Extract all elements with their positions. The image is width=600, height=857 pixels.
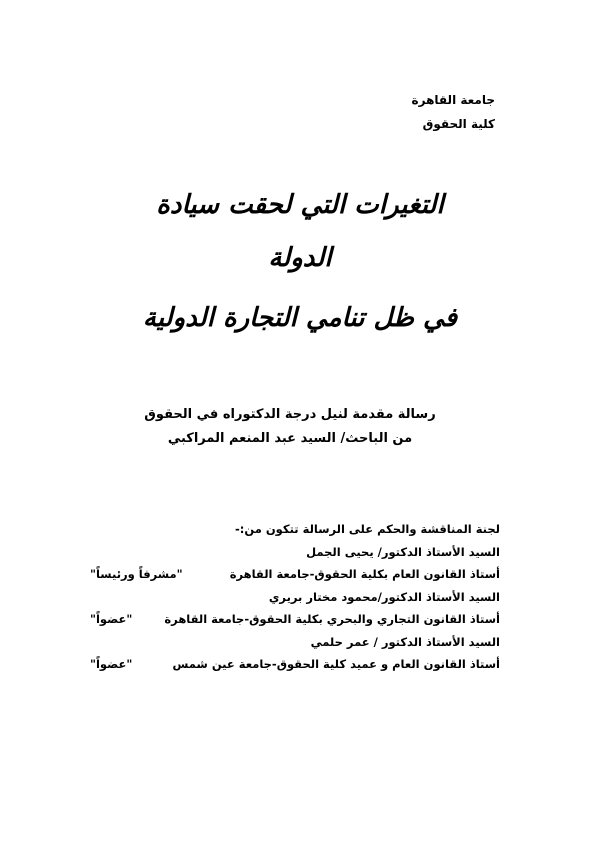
committee-member-title-row [90, 653, 500, 676]
thesis-title-line-3: في ظل تنامي التجارة الدولية [142, 303, 458, 333]
committee-member-name: السيد الأستاذ الدكتور/ يحيى الجمل [306, 544, 500, 559]
committee-section [80, 518, 500, 676]
institution-header [412, 88, 495, 136]
committee-member-name: السيد الأستاذ الدكتور/محمود مختار بريري [268, 589, 500, 604]
thesis-title-line-1: التغيرات التي لحقت سيادة [156, 190, 444, 220]
committee-member-title-row [90, 608, 500, 631]
committee-member-title: أستاذ القانون التجاري والبحري بكلية الحقوق-جامعة القاهرة [164, 612, 500, 626]
thesis-researcher: من الباحث/ السيد عبد المنعم المراكبي [167, 431, 413, 446]
thesis-info [130, 403, 450, 451]
thesis-purpose: رسالة مقدمة لنيل درجة الدكتوراه في الحقوق [144, 407, 436, 422]
committee-member-title: أستاذ القانون العام بكلية الحقوق-جامعة القاهرة [229, 567, 500, 581]
thesis-title-line-2: الدولة [268, 243, 332, 273]
committee-member-role: "عضواً" [90, 612, 133, 626]
committee-member-name: السيد الأستاذ الدكتور / عمر حلمي [310, 634, 500, 649]
committee-heading: لجنة المناقشة والحكم على الرسالة تتكون من:- [235, 522, 500, 536]
university-name: جامعة القاهرة [411, 93, 495, 107]
committee-member-role: "مشرفاً ورئيساً" [90, 567, 183, 581]
committee-member-title-row [90, 563, 500, 586]
committee-member-role: "عضواً" [90, 657, 133, 671]
faculty-name: كلية الحقوق [422, 117, 495, 131]
committee-member-title: أستاذ القانون العام و عميد كلية الحقوق-جامعة عين شمس [172, 657, 500, 671]
